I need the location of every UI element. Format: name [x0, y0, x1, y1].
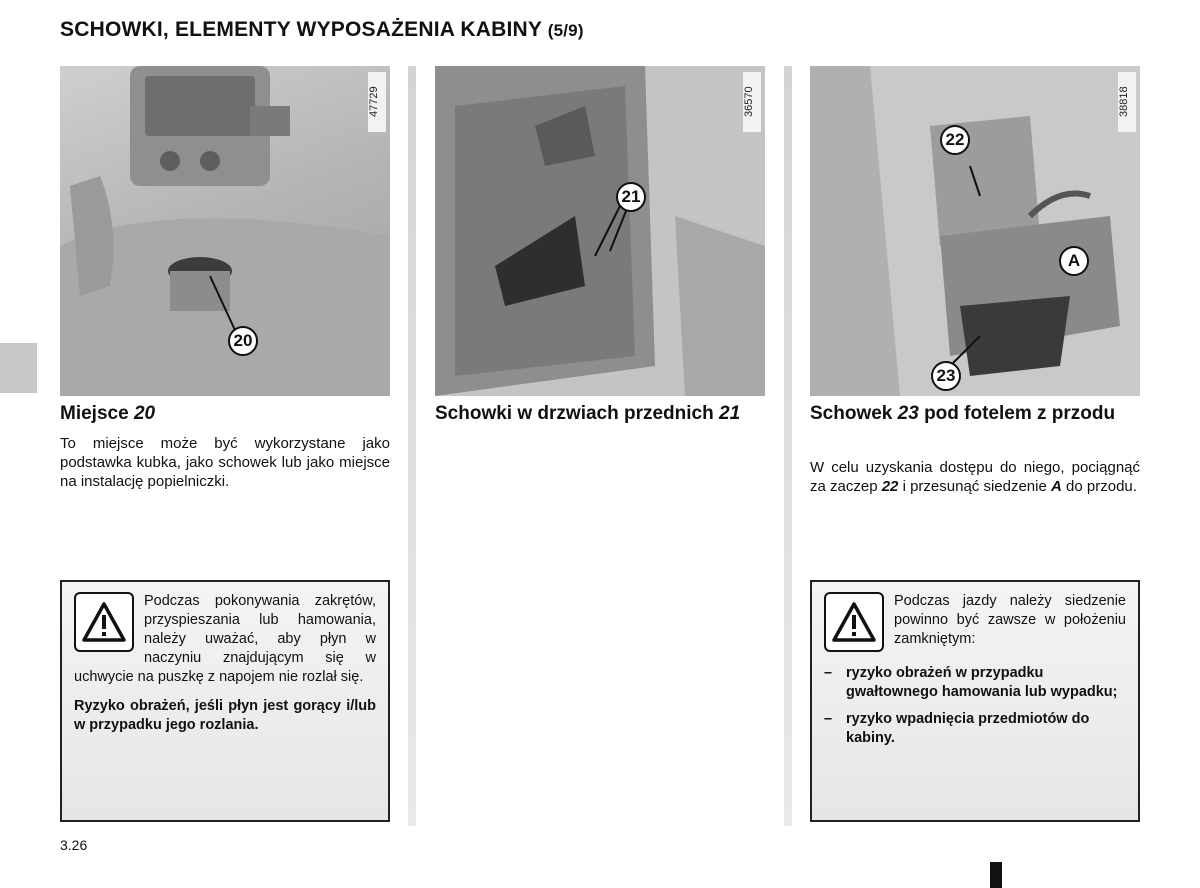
warning-list-item: [824, 710, 1126, 748]
warning-item-text: ryzyko obrażeń w przypadku gwałtownego hamowania lub wypadku;: [846, 665, 1118, 700]
section-heading-cup-holder: [60, 402, 390, 426]
warning-box-under-seat: [810, 580, 1140, 822]
page-number: 3.26: [60, 837, 88, 853]
desc-part-3: do przodu.: [1066, 478, 1137, 495]
image-code: 36570: [743, 72, 761, 132]
warning-risk-text: Ryzyko obrażeń, jeśli płyn jest gorący i/lub w przypadku jego rozlania.: [74, 698, 376, 733]
warning-triangle-icon: [74, 592, 134, 652]
heading-ref-number: 20: [133, 403, 156, 424]
photo-cup-holder: [60, 66, 390, 396]
under-seat-illustration: [810, 66, 1140, 396]
column-divider: [408, 66, 416, 826]
warning-triangle-icon: [824, 592, 884, 652]
page-title-text: SCHOWKI, ELEMENTY WYPOSAŻENIA KABINY: [60, 18, 542, 41]
warning-item-text: ryzyko wpadnięcia przedmiotów do kabiny.: [846, 711, 1090, 746]
image-code: 47729: [368, 72, 386, 132]
heading-text: Schowek: [810, 403, 893, 424]
warning-intro: Podczas jazdy należy siedzenie powinno być zawsze w położeniu zamkniętym:: [894, 593, 1126, 647]
desc-ref-number: 22: [881, 478, 899, 495]
under-seat-description: [810, 458, 1140, 496]
heading-ref-number: 23: [897, 403, 919, 424]
heading-text: Miejsce: [60, 403, 129, 424]
door-pocket-illustration: [435, 66, 765, 396]
page-edge-mark: [990, 862, 1002, 888]
heading-text-rest: pod fotelem z przodu: [924, 403, 1116, 424]
desc-ref-letter: A: [1051, 478, 1062, 495]
cup-holder-description: To miejsce może być wykorzystane jako podstawka kubka, jako schowek lub jako miejsce na instalację popielniczki.: [60, 435, 390, 490]
desc-part-1: W celu uzyskania dostępu do niego, pociągnąć za zaczep: [810, 459, 1140, 495]
chapter-tab: [0, 343, 37, 393]
callout-a: A: [1059, 246, 1089, 276]
photo-door-pocket: [435, 66, 765, 396]
callout-20: 20: [228, 326, 258, 356]
list-dash: –: [824, 711, 833, 727]
cup-holder-illustration: [60, 66, 390, 396]
page-part: (5/9): [547, 21, 584, 40]
heading-ref-number: 21: [719, 403, 741, 424]
section-heading-door-pockets: [435, 402, 765, 426]
photo-under-seat-storage: [810, 66, 1140, 396]
desc-part-2: i przesunąć siedzenie: [902, 478, 1047, 495]
list-dash: –: [824, 665, 833, 681]
warning-box-cup-holder: [60, 580, 390, 822]
section-heading-under-seat: [810, 402, 1140, 426]
image-code: 38818: [1118, 72, 1136, 132]
warning-list-item: [824, 664, 1126, 702]
column-divider: [784, 66, 792, 826]
page-title: [60, 18, 584, 42]
heading-text: Schowki w drzwiach przednich: [435, 403, 714, 424]
warning-text: Podczas pokonywania zakrętów, przyspieszania lub hamowania, należy uważać, aby płyn w naczyniu znajdującym się w uchwycie na puszkę z napojem nie rozlał się.: [74, 593, 376, 685]
callout-21: 21: [616, 182, 646, 212]
callout-22: 22: [940, 125, 970, 155]
callout-23: 23: [931, 361, 961, 391]
